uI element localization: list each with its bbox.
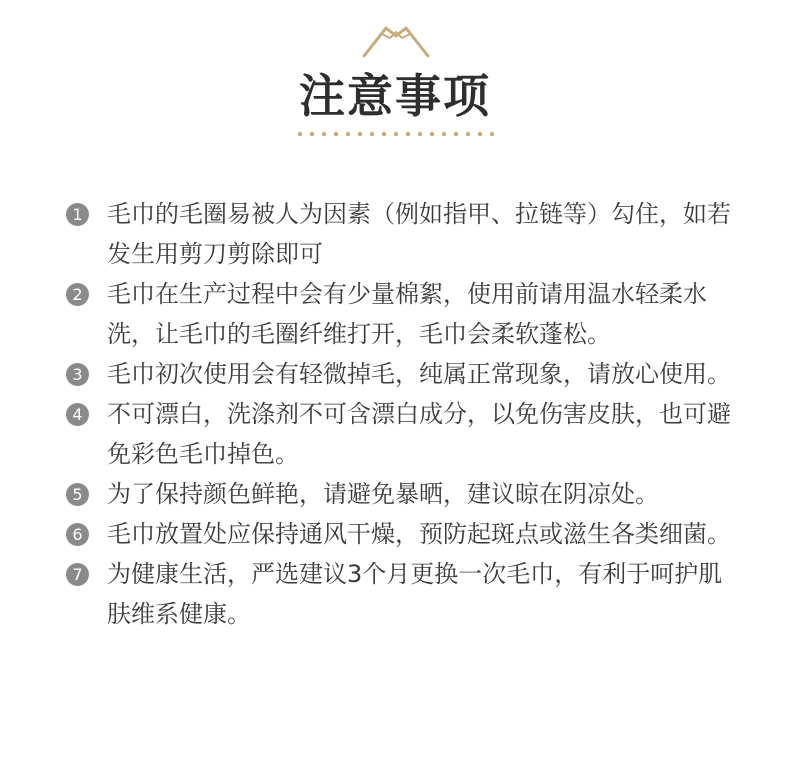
header <box>0 0 790 150</box>
list-item <box>66 354 746 394</box>
divider-dot <box>346 132 350 136</box>
list-item-text: 毛巾初次使用会有轻微掉毛，纯属正常现象，请放心使用。 <box>107 360 731 388</box>
page-title: 注意事项 <box>299 69 491 123</box>
list-item <box>66 514 746 554</box>
list-item <box>66 474 746 514</box>
number-badge: 5 <box>66 483 89 506</box>
number-badge: 2 <box>66 283 89 306</box>
divider-dot <box>322 132 326 136</box>
divider-dot <box>358 132 362 136</box>
number-badge: 6 <box>66 523 89 546</box>
list-item <box>66 274 746 354</box>
divider-dot <box>430 132 434 136</box>
list-item-text: 毛巾在生产过程中会有少量棉絮，使用前请用温水轻柔水洗，让毛巾的毛圈纤维打开，毛巾会柔软蓬松。 <box>107 280 707 348</box>
list-item-text: 为了保持颜色鲜艳，请避免暴晒，建议晾在阴凉处。 <box>107 480 659 508</box>
number-badge: 4 <box>66 403 89 426</box>
divider-dot <box>466 132 470 136</box>
divider-dot <box>310 132 314 136</box>
list-item-text: 毛巾的毛圈易被人为因素（例如指甲、拉链等）勾住，如若发生用剪刀剪除即可 <box>107 200 731 268</box>
divider-dot <box>382 132 386 136</box>
number-badge: 3 <box>66 363 89 386</box>
divider-dot <box>490 132 494 136</box>
list-item <box>66 194 746 274</box>
list-item <box>66 554 746 634</box>
divider-dot <box>478 132 482 136</box>
divider-dot <box>298 132 302 136</box>
divider-dot <box>370 132 374 136</box>
number-badge: 7 <box>66 563 89 586</box>
divider-dot <box>418 132 422 136</box>
dotted-divider <box>296 130 496 138</box>
notes-list <box>66 194 746 634</box>
number-badge: 1 <box>66 203 89 226</box>
list-item-text: 毛巾放置处应保持通风干燥，预防起斑点或滋生各类细菌。 <box>107 520 731 548</box>
list-item-text: 不可漂白，洗涤剂不可含漂白成分，以免伤害皮肤，也可避免彩色毛巾掉色。 <box>107 400 731 468</box>
divider-dot <box>454 132 458 136</box>
divider-dot <box>406 132 410 136</box>
list-item <box>66 394 746 474</box>
divider-dot <box>334 132 338 136</box>
divider-dot <box>442 132 446 136</box>
divider-dot <box>394 132 398 136</box>
list-item-text: 为健康生活，严选建议3个月更换一次毛巾，有利于呵护肌肤维系健康。 <box>107 560 723 628</box>
mountain-logo-icon <box>362 22 430 58</box>
